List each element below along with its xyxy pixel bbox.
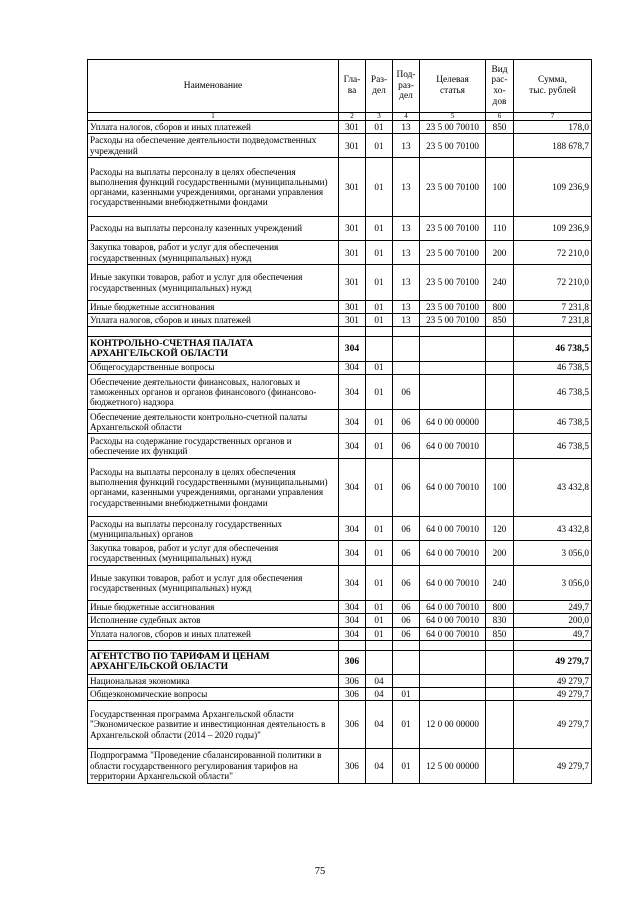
cell-summa: 43 432,8: [514, 517, 592, 541]
table-row: [88, 627, 592, 640]
cell-glava: 301: [339, 134, 366, 158]
cell-vid-rashodov: 850: [486, 314, 514, 327]
cell-name: Общеэкономические вопросы: [88, 688, 339, 701]
cell-celevaya-statya: 64 0 00 70010: [420, 614, 486, 627]
empty-cell: [339, 327, 366, 337]
cell-celevaya-statya: 64 0 00 70010: [420, 627, 486, 640]
cell-name: АГЕНТСТВО ПО ТАРИФАМ И ЦЕНАМ АРХАНГЕЛЬСКОЙ ОБЛАСТИ: [88, 650, 339, 674]
cell-razdel: 01: [366, 434, 393, 458]
cell-celevaya-statya: 12 0 00 00000: [420, 701, 486, 748]
cell-name: Расходы на выплаты персоналу казенных учреждений: [88, 216, 339, 240]
cell-razdel: 01: [366, 614, 393, 627]
budget-table: [87, 59, 592, 784]
cell-razdel: 01: [366, 158, 393, 217]
cell-razdel: 04: [366, 674, 393, 687]
cell-podrazdel: 01: [393, 701, 420, 748]
table-row: [88, 748, 592, 784]
column-number: 1: [88, 113, 339, 121]
cell-podrazdel: 13: [393, 121, 420, 134]
cell-podrazdel: [393, 361, 420, 374]
cell-razdel: 01: [366, 410, 393, 434]
header-summa: Сумма, тыс. рублей: [514, 60, 592, 113]
budget-table-body: [88, 60, 592, 784]
cell-summa: 49 279,7: [514, 674, 592, 687]
cell-name: Иные бюджетные ассигнования: [88, 300, 339, 313]
cell-podrazdel: 13: [393, 314, 420, 327]
cell-vid-rashodov: 800: [486, 601, 514, 614]
cell-podrazdel: 13: [393, 300, 420, 313]
empty-cell: [366, 640, 393, 650]
cell-razdel: 01: [366, 458, 393, 517]
column-number-row: [88, 113, 592, 121]
cell-razdel: 01: [366, 241, 393, 265]
cell-glava: 301: [339, 314, 366, 327]
table-row: [88, 134, 592, 158]
cell-name: Обеспечение деятельности контрольно-счетной палаты Архангельской области: [88, 410, 339, 434]
cell-name: Расходы на выплаты персоналу государственных (муниципальных) органов: [88, 517, 339, 541]
spacer-row: [88, 327, 592, 337]
cell-podrazdel: 06: [393, 601, 420, 614]
cell-podrazdel: 13: [393, 241, 420, 265]
cell-glava: 304: [339, 541, 366, 565]
cell-razdel: 04: [366, 688, 393, 701]
cell-celevaya-statya: 23 5 00 70100: [420, 300, 486, 313]
cell-razdel: 01: [366, 517, 393, 541]
section-heading-row: [88, 337, 592, 361]
cell-vid-rashodov: [486, 434, 514, 458]
empty-cell: [514, 640, 592, 650]
table-row: [88, 374, 592, 410]
cell-glava: 301: [339, 158, 366, 217]
header-name: Наименование: [88, 60, 339, 113]
cell-celevaya-statya: 64 0 00 70010: [420, 601, 486, 614]
cell-vid-rashodov: [486, 674, 514, 687]
cell-razdel: [366, 337, 393, 361]
cell-vid-rashodov: 240: [486, 565, 514, 601]
cell-razdel: 04: [366, 701, 393, 748]
cell-podrazdel: 13: [393, 134, 420, 158]
table-row: [88, 701, 592, 748]
cell-razdel: 01: [366, 314, 393, 327]
cell-vid-rashodov: 800: [486, 300, 514, 313]
table-row: [88, 434, 592, 458]
empty-cell: [339, 640, 366, 650]
cell-glava: 306: [339, 701, 366, 748]
cell-summa: 46 738,5: [514, 361, 592, 374]
cell-summa: 3 056,0: [514, 541, 592, 565]
table-row: [88, 158, 592, 217]
cell-podrazdel: 06: [393, 434, 420, 458]
cell-name: Уплата налогов, сборов и иных платежей: [88, 627, 339, 640]
cell-glava: 306: [339, 650, 366, 674]
cell-celevaya-statya: 23 5 00 70010: [420, 121, 486, 134]
cell-celevaya-statya: 64 0 00 70010: [420, 541, 486, 565]
cell-vid-rashodov: 100: [486, 458, 514, 517]
cell-celevaya-statya: 23 5 00 70100: [420, 314, 486, 327]
cell-razdel: 01: [366, 361, 393, 374]
cell-glava: 301: [339, 216, 366, 240]
cell-celevaya-statya: 23 5 00 70100: [420, 241, 486, 265]
cell-summa: 7 231,8: [514, 314, 592, 327]
cell-podrazdel: 13: [393, 216, 420, 240]
empty-cell: [393, 327, 420, 337]
cell-celevaya-statya: 64 0 00 70010: [420, 517, 486, 541]
cell-name: Исполнение судебных актов: [88, 614, 339, 627]
cell-name: Уплата налогов, сборов и иных платежей: [88, 314, 339, 327]
cell-name: Уплата налогов, сборов и иных платежей: [88, 121, 339, 134]
empty-cell: [514, 327, 592, 337]
table-row: [88, 541, 592, 565]
cell-name: Расходы на выплаты персоналу в целях обеспечения выполнения функций государственными (муниципальными) органами, казенными учреждениями, органами управления государственными внебюджетными фондами: [88, 458, 339, 517]
empty-cell: [420, 640, 486, 650]
column-number: 2: [339, 113, 366, 121]
cell-celevaya-statya: [420, 361, 486, 374]
cell-name: Национальная экономика: [88, 674, 339, 687]
cell-summa: 49 279,7: [514, 650, 592, 674]
cell-vid-rashodov: [486, 650, 514, 674]
cell-vid-rashodov: [486, 134, 514, 158]
cell-vid-rashodov: [486, 361, 514, 374]
cell-summa: 49 279,7: [514, 748, 592, 784]
cell-name: Закупка товаров, работ и услуг для обеспечения государственных (муниципальных) нужд: [88, 541, 339, 565]
cell-razdel: 01: [366, 627, 393, 640]
cell-podrazdel: 01: [393, 688, 420, 701]
cell-celevaya-statya: 64 0 00 70010: [420, 565, 486, 601]
table-row: [88, 601, 592, 614]
table-row: [88, 410, 592, 434]
cell-glava: 306: [339, 688, 366, 701]
cell-podrazdel: 06: [393, 541, 420, 565]
cell-glava: 301: [339, 300, 366, 313]
cell-name: Иные бюджетные ассигнования: [88, 601, 339, 614]
cell-summa: 49 279,7: [514, 701, 592, 748]
empty-cell: [420, 327, 486, 337]
header-celevaya: Целевая статья: [420, 60, 486, 113]
cell-glava: 304: [339, 434, 366, 458]
table-row: [88, 565, 592, 601]
cell-summa: 109 236,9: [514, 216, 592, 240]
cell-celevaya-statya: 64 0 00 70010: [420, 434, 486, 458]
cell-vid-rashodov: 200: [486, 541, 514, 565]
cell-podrazdel: 13: [393, 265, 420, 301]
empty-cell: [88, 640, 339, 650]
column-number: 7: [514, 113, 592, 121]
cell-name: Подпрограмма "Проведение сбалансированной политики в области государственного регулирования тарифов на территории Архангельской области": [88, 748, 339, 784]
cell-celevaya-statya: [420, 674, 486, 687]
cell-name: Закупка товаров, работ и услуг для обеспечения государственных (муниципальных) нужд: [88, 241, 339, 265]
cell-razdel: 01: [366, 216, 393, 240]
cell-summa: 49 279,7: [514, 688, 592, 701]
header-vid: Вид рас- хо- дов: [486, 60, 514, 113]
cell-summa: 188 678,7: [514, 134, 592, 158]
cell-razdel: 01: [366, 265, 393, 301]
header-podrazdel: Под- раз- дел: [393, 60, 420, 113]
table-row: [88, 361, 592, 374]
cell-celevaya-statya: 12 5 00 00000: [420, 748, 486, 784]
cell-glava: 304: [339, 410, 366, 434]
cell-summa: 109 236,9: [514, 158, 592, 217]
table-row: [88, 614, 592, 627]
cell-glava: 306: [339, 748, 366, 784]
cell-glava: 301: [339, 121, 366, 134]
table-row: [88, 517, 592, 541]
cell-glava: 304: [339, 565, 366, 601]
cell-celevaya-statya: [420, 650, 486, 674]
column-number: 3: [366, 113, 393, 121]
cell-vid-rashodov: 240: [486, 265, 514, 301]
cell-razdel: 01: [366, 565, 393, 601]
table-row: [88, 458, 592, 517]
cell-celevaya-statya: 23 5 00 70100: [420, 265, 486, 301]
cell-vid-rashodov: [486, 748, 514, 784]
header-glava: Гла- ва: [339, 60, 366, 113]
cell-summa: 46 738,5: [514, 410, 592, 434]
cell-podrazdel: 06: [393, 410, 420, 434]
cell-summa: 46 738,5: [514, 374, 592, 410]
table-row: [88, 216, 592, 240]
cell-vid-rashodov: 830: [486, 614, 514, 627]
page-number: 75: [314, 866, 326, 877]
section-heading-row: [88, 650, 592, 674]
cell-glava: 306: [339, 674, 366, 687]
cell-vid-rashodov: 120: [486, 517, 514, 541]
column-number: 4: [393, 113, 420, 121]
cell-glava: 304: [339, 458, 366, 517]
cell-razdel: 01: [366, 134, 393, 158]
cell-summa: 7 231,8: [514, 300, 592, 313]
cell-name: Общегосударственные вопросы: [88, 361, 339, 374]
cell-summa: 178,0: [514, 121, 592, 134]
cell-celevaya-statya: 64 0 00 70010: [420, 458, 486, 517]
cell-razdel: 01: [366, 121, 393, 134]
cell-celevaya-statya: [420, 337, 486, 361]
cell-razdel: 01: [366, 601, 393, 614]
cell-name: Иные закупки товаров, работ и услуг для обеспечения государственных (муниципальных) нужд: [88, 265, 339, 301]
cell-vid-rashodov: 850: [486, 627, 514, 640]
cell-glava: 304: [339, 361, 366, 374]
table-row: [88, 300, 592, 313]
cell-vid-rashodov: 110: [486, 216, 514, 240]
cell-celevaya-statya: 23 5 00 70100: [420, 158, 486, 217]
cell-summa: 249,7: [514, 601, 592, 614]
cell-summa: 46 738,5: [514, 337, 592, 361]
cell-vid-rashodov: [486, 337, 514, 361]
cell-name: Расходы на выплаты персоналу в целях обеспечения выполнения функций государственными (муниципальными) органами, казенными учреждениями, органами управления государственными внебюджетными фондами: [88, 158, 339, 217]
cell-vid-rashodov: [486, 701, 514, 748]
table-row: [88, 121, 592, 134]
cell-name: Расходы на обеспечение деятельности подведомственных учреждений: [88, 134, 339, 158]
cell-glava: 304: [339, 614, 366, 627]
cell-podrazdel: 13: [393, 158, 420, 217]
cell-glava: 304: [339, 627, 366, 640]
cell-razdel: [366, 650, 393, 674]
empty-cell: [486, 640, 514, 650]
table-row: [88, 314, 592, 327]
cell-summa: 200,0: [514, 614, 592, 627]
column-number: 6: [486, 113, 514, 121]
cell-podrazdel: 06: [393, 614, 420, 627]
cell-vid-rashodov: 200: [486, 241, 514, 265]
cell-glava: 304: [339, 517, 366, 541]
table-row: [88, 674, 592, 687]
cell-celevaya-statya: [420, 688, 486, 701]
cell-name: Иные закупки товаров, работ и услуг для обеспечения государственных (муниципальных) нужд: [88, 565, 339, 601]
cell-name: Государственная программа Архангельской области "Экономическое развитие и инвестиционная деятельность в Архангельской области (2014 – 2020 годы)": [88, 701, 339, 748]
cell-podrazdel: [393, 674, 420, 687]
cell-glava: 304: [339, 374, 366, 410]
cell-summa: 49,7: [514, 627, 592, 640]
empty-cell: [393, 640, 420, 650]
cell-name: КОНТРОЛЬНО-СЧЕТНАЯ ПАЛАТА АРХАНГЕЛЬСКОЙ ОБЛАСТИ: [88, 337, 339, 361]
cell-podrazdel: [393, 337, 420, 361]
cell-summa: 72 210,0: [514, 265, 592, 301]
table-row: [88, 265, 592, 301]
cell-podrazdel: 06: [393, 517, 420, 541]
cell-razdel: 04: [366, 748, 393, 784]
cell-vid-rashodov: [486, 374, 514, 410]
column-number: 5: [420, 113, 486, 121]
cell-glava: 304: [339, 337, 366, 361]
cell-glava: 304: [339, 601, 366, 614]
spacer-row: [88, 640, 592, 650]
cell-summa: 3 056,0: [514, 565, 592, 601]
cell-glava: 301: [339, 265, 366, 301]
cell-razdel: 01: [366, 300, 393, 313]
cell-summa: 46 738,5: [514, 434, 592, 458]
cell-podrazdel: 06: [393, 374, 420, 410]
cell-vid-rashodov: [486, 688, 514, 701]
table-row: [88, 688, 592, 701]
cell-name: Обеспечение деятельности финансовых, налоговых и таможенных органов и органов финансового (финансово-бюджетного) надзора: [88, 374, 339, 410]
cell-name: Расходы на содержание государственных органов и обеспечение их функций: [88, 434, 339, 458]
cell-podrazdel: [393, 650, 420, 674]
cell-razdel: 01: [366, 374, 393, 410]
table-header-row: [88, 60, 592, 113]
cell-vid-rashodov: 850: [486, 121, 514, 134]
cell-podrazdel: 06: [393, 627, 420, 640]
header-razdel: Раз- дел: [366, 60, 393, 113]
cell-razdel: 01: [366, 541, 393, 565]
cell-podrazdel: 01: [393, 748, 420, 784]
cell-celevaya-statya: 23 5 00 70100: [420, 216, 486, 240]
cell-celevaya-statya: [420, 374, 486, 410]
empty-cell: [366, 327, 393, 337]
cell-podrazdel: 06: [393, 565, 420, 601]
cell-glava: 301: [339, 241, 366, 265]
cell-celevaya-statya: 64 0 00 00000: [420, 410, 486, 434]
empty-cell: [88, 327, 339, 337]
table-row: [88, 241, 592, 265]
cell-vid-rashodov: [486, 410, 514, 434]
cell-podrazdel: 06: [393, 458, 420, 517]
cell-summa: 72 210,0: [514, 241, 592, 265]
cell-vid-rashodov: 100: [486, 158, 514, 217]
empty-cell: [486, 327, 514, 337]
cell-celevaya-statya: 23 5 00 70100: [420, 134, 486, 158]
cell-summa: 43 432,8: [514, 458, 592, 517]
